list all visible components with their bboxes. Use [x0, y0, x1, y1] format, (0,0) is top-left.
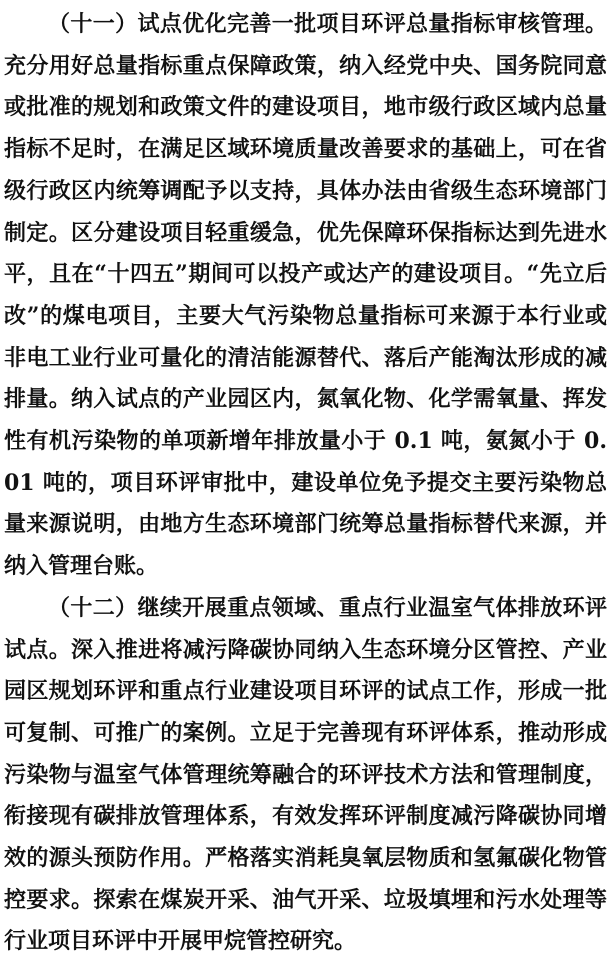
- section-11-heading: （十一）试点优化完善一批项目环评总量指标审核管理。: [48, 11, 607, 37]
- section-11-body: 充分用好总量指标重点保障政策，纳入经党中央、国务院同意或批准的规划和政策文件的建设项目，地市级行政区域内总量指标不足时，在满足区域环境质量改善要求的基础上，可在省级行政区内统筹调配予以支持，具体办法由省级生态环境部门制定。区分建设项目轻重缓急，优先保障环保指标达到先进水平，且在“十四五”期间可以投产或达产的建设项目。“先立后改”的煤电项目，主要大气污染物总量指标可来源于本行业或非电工业行业可量化的清洁能源替代、落后产能淘汰形成的减排量。纳入试点的产业园区内，氮氧化物、化学需氧量、挥发性有机污染物的单项新增年排放量小于 0.1 吨，氨氮小于 0.01 吨的，项目环评审批中，建设单位免予提交主要污染物总量来源说明，由地方生态环境部门统筹总量指标替代来源，并纳入管理台账。: [4, 52, 607, 580]
- section-12-heading: （十二）继续开展重点领域、重点行业温室气体排放环评试点。: [4, 594, 607, 663]
- section-12-body: 深入推进将减污降碳协同纳入生态环境分区管控、产业园区规划环评和重点行业建设项目环评的试点工作，形成一批可复制、可推广的案例。立足于完善现有环评体系，推动形成污染物与温室气体管理统筹融合的环评技术方法和管理制度，衔接现有碳排放管理体系，有效发挥环评制度减污降碳协同增效的源头预防作用。严格落实消耗臭氧层物质和氢氟碳化物管控要求。探索在煤炭开采、油气开采、垃圾填埋和污水处理等行业项目环评中开展甲烷管控研究。: [4, 636, 607, 955]
- paragraph-section-12: [4, 588, 607, 963]
- paragraph-section-11: [4, 4, 607, 588]
